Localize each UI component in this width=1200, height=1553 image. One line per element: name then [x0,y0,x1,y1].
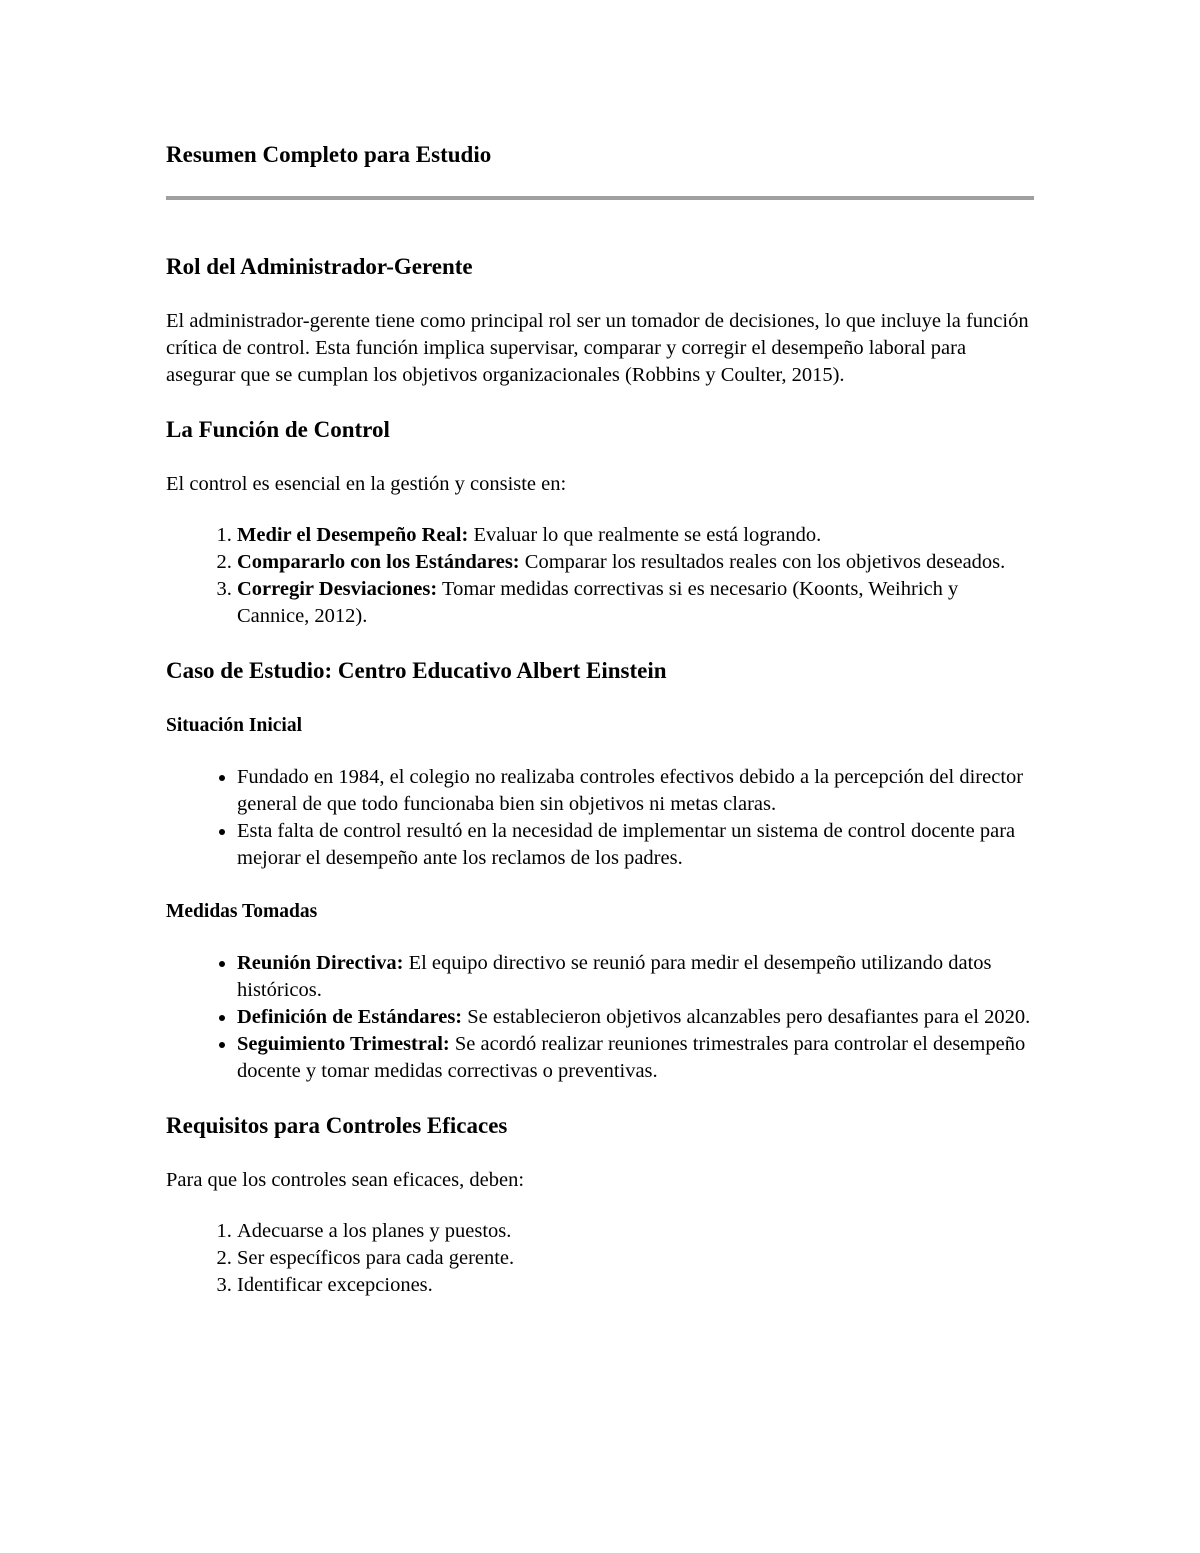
subheading-medidas: Medidas Tomadas [166,901,318,922]
list-item: • Seguimiento Trimestral: Se acordó realizar reuniones trimestrales para controlar el desempeño docente y tomar medidas correctivas o preventivas. [237,1031,1034,1085]
list-item: • Esta falta de control resultó en la necesidad de implementar un sistema de control docente para mejorar el desempeño ante los reclamos de los padres. [237,818,1034,872]
document-page [166,138,1034,1299]
list-item: 3. Identificar excepciones. [237,1272,1034,1299]
section-paragraph-rol: El administrador-gerente tiene como principal rol ser un tomador de decisiones, lo que incluye la función crítica de control. Esta función implica supervisar, comparar y corregir el desempeño laboral para asegurar que se cumplan los objetivos organizacionales (Robbins y Coulter, 2015). [166,310,1029,386]
horizontal-rule [166,196,1034,200]
bullet-list-medidas [166,950,1034,1085]
list-item: 1. Adecuarse a los planes y puestos. [237,1218,1034,1245]
list-item: 1. Medir el Desempeño Real: Evaluar lo que realmente se está logrando. [237,522,1034,549]
numbered-list-requisitos [166,1218,1034,1299]
section-heading-caso: Caso de Estudio: Centro Educativo Albert Einstein [166,658,667,683]
list-item: • Fundado en 1984, el colegio no realizaba controles efectivos debido a la percepción del director general de que todo funcionaba bien sin objetivos ni metas claras. [237,764,1034,818]
section-heading-requisitos: Requisitos para Controles Eficaces [166,1113,508,1138]
list-item: 3. Corregir Desviaciones: Tomar medidas correctivas si es necesario (Koonts, Weihrich y Cannice, 2012). [237,576,1034,630]
list-item: 2. Ser específicos para cada gerente. [237,1245,1034,1272]
subheading-situacion: Situación Inicial [166,715,302,736]
list-item: • Reunión Directiva: El equipo directivo se reunió para medir el desempeño utilizando datos históricos. [237,950,1034,1004]
document-title: Resumen Completo para Estudio [166,142,492,167]
section-heading-funcion: La Función de Control [166,417,390,442]
section-intro-funcion: El control es esencial en la gestión y consiste en: [166,473,567,495]
numbered-list-funcion [166,522,1034,630]
list-item: 2. Compararlo con los Estándares: Comparar los resultados reales con los objetivos deseados. [237,549,1034,576]
list-item: • Definición de Estándares: Se establecieron objetivos alcanzables pero desafiantes para el 2020. [237,1004,1034,1031]
section-intro-requisitos: Para que los controles sean eficaces, deben: [166,1169,525,1191]
bullet-list-situacion [166,764,1034,872]
section-heading-rol: Rol del Administrador-Gerente [166,254,473,279]
